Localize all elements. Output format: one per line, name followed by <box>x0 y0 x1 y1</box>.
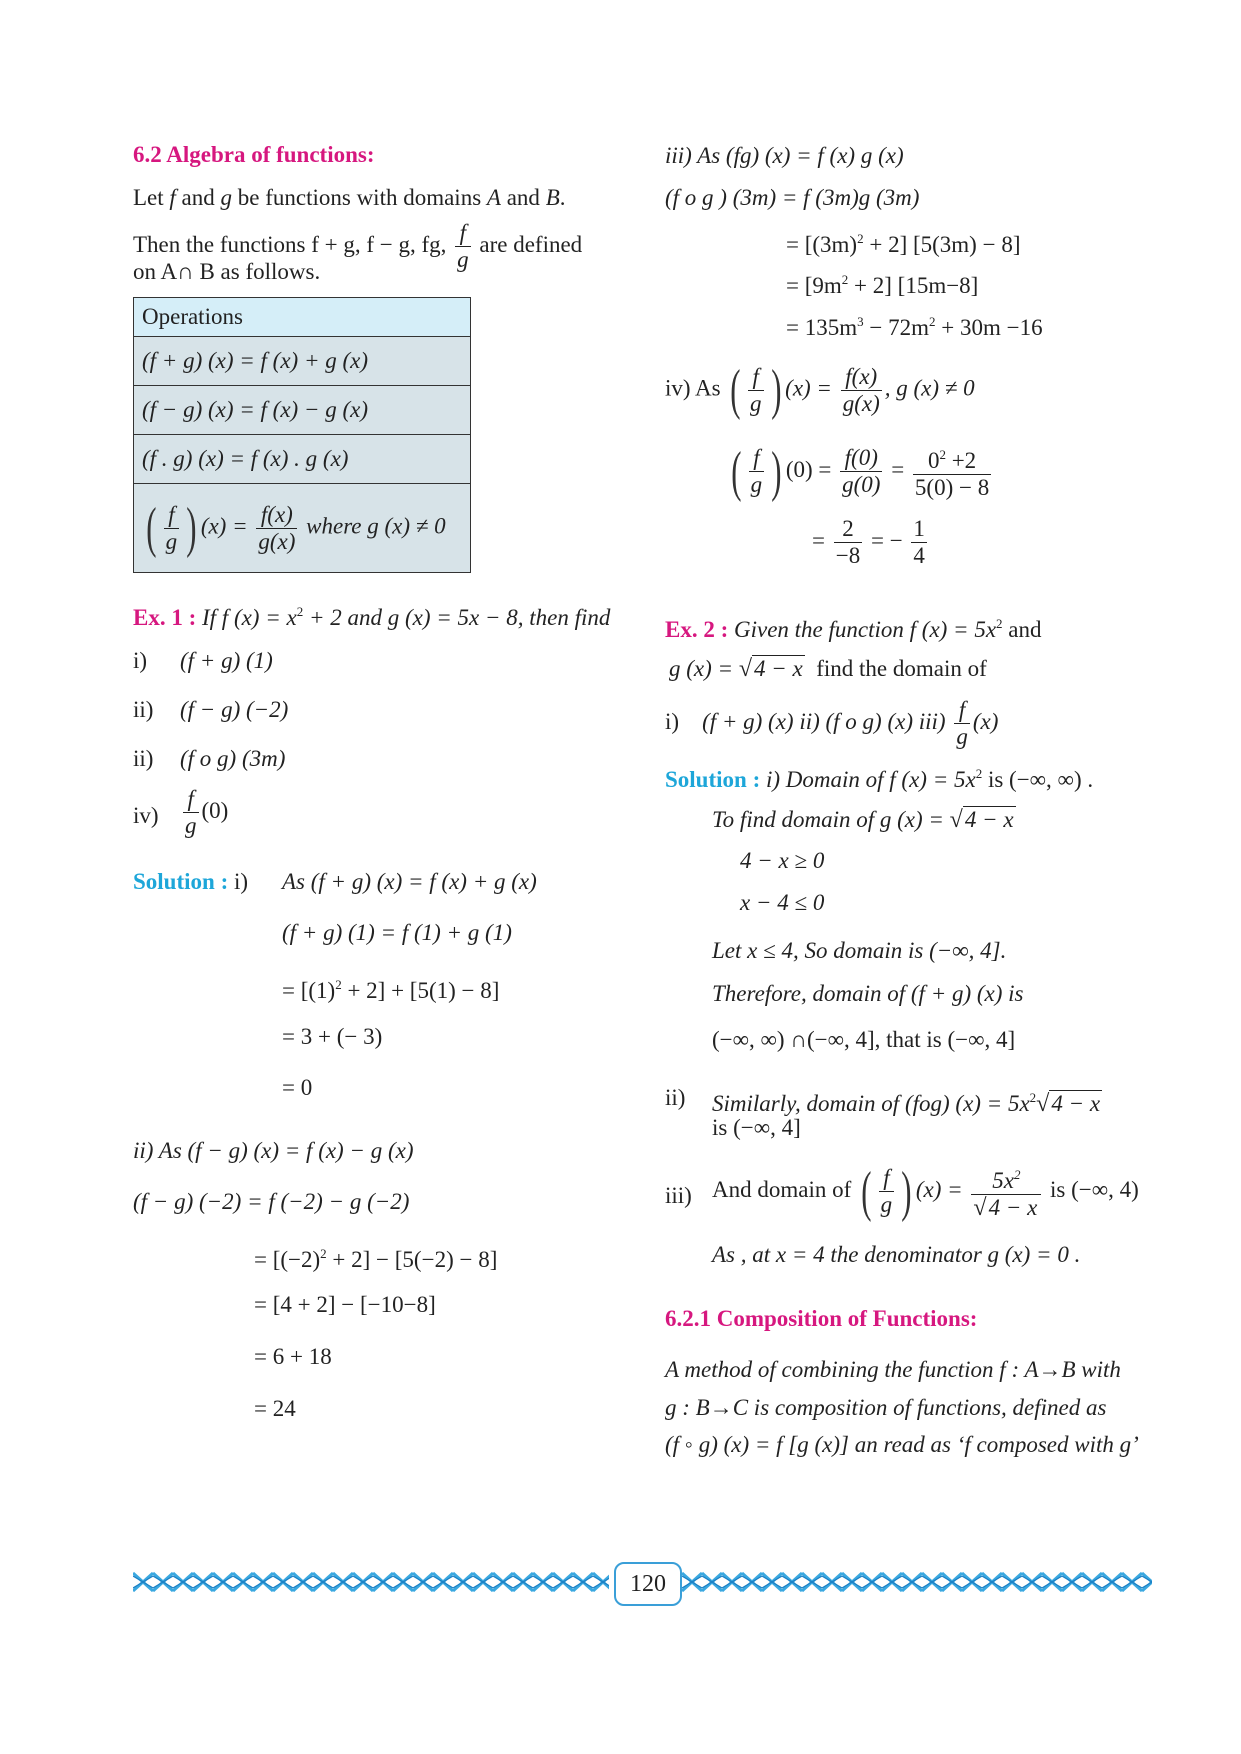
solution-label: Solution : <box>665 767 761 792</box>
example-label: Ex. 2 : <box>665 617 729 642</box>
num-base: 5x <box>992 1168 1014 1193</box>
numerator: f <box>164 502 180 529</box>
solution-step: = 6 + 18 <box>254 1344 332 1369</box>
numerator <box>971 1162 1041 1195</box>
numerator: f <box>748 364 764 391</box>
solution-step: Let x ≤ 4, So domain is (−∞, 4]. <box>712 938 1007 963</box>
step-text: = [(1) <box>282 978 336 1003</box>
superscript: 2 <box>841 272 849 287</box>
superscript: 3 <box>857 314 864 329</box>
fraction-1-over-4 <box>911 516 927 569</box>
intro-line-3: on A∩ B as follows. <box>133 259 321 284</box>
composition-line: A method of combining the function f : A→B with <box>665 1357 1121 1382</box>
ex1-item-number: i) <box>133 648 148 673</box>
fraction-f-over-g <box>879 1165 895 1218</box>
fraction-f-over-g <box>183 786 199 839</box>
fraction-f-over-g <box>455 220 471 273</box>
equals: = <box>812 527 825 553</box>
solution-step: Therefore, domain of (f + g) (x) is <box>712 981 1024 1006</box>
fraction-evaluated <box>913 442 991 501</box>
page-number: 120 <box>614 1562 682 1606</box>
superscript: 2 <box>975 766 983 781</box>
numerator: 2 <box>834 516 862 543</box>
solution-step <box>712 802 1016 838</box>
denominator: g <box>457 247 469 272</box>
equals: = <box>891 456 905 482</box>
numerator: 1 <box>913 516 925 541</box>
var-A: A <box>486 185 501 210</box>
fraction-f-over-g <box>164 502 180 555</box>
ex1-item-expr: (f + g) (1) <box>180 648 273 673</box>
right-paren: ) <box>770 359 781 421</box>
table-row: (f + g) (x) = f (x) + g (x) <box>134 337 471 386</box>
ex1-item-expr: (f ο g) (3m) <box>180 746 286 771</box>
denominator: 5(0) − 8 <box>914 475 990 500</box>
solution-step: is (−∞, 4] <box>712 1115 801 1140</box>
intro-text: are defined <box>479 231 583 257</box>
example-text: g (x) = <box>669 656 739 681</box>
step-text: To find domain of g (x) = <box>712 807 950 832</box>
step-text: + 2] − [5(−2) − 8] <box>326 1247 498 1272</box>
border-pattern-icon <box>133 1567 609 1597</box>
intro-text: Then the functions f + g, f − g, fg, <box>133 231 447 257</box>
step-text: = [(3m) <box>786 232 858 257</box>
section-heading-composition: 6.2.1 Composition of Functions: <box>665 1306 978 1331</box>
denominator <box>971 1195 1041 1221</box>
solution-step: ii) As (f − g) (x) = f (x) − g (x) <box>133 1138 414 1163</box>
solution-label: Solution : <box>133 869 229 894</box>
step-text: is (−∞, 4) <box>1050 1176 1139 1202</box>
solution-step <box>712 1162 1139 1221</box>
ex1-item-number: ii) <box>133 746 154 771</box>
table-row: (f − g) (x) = f (x) − g (x) <box>134 386 471 435</box>
equals-minus: = − <box>870 527 903 553</box>
numerator: f <box>879 1165 895 1192</box>
superscript: 2 <box>320 1246 327 1261</box>
num-tail: +2 <box>945 448 977 473</box>
solution-step: iii) As (fg) (x) = f (x) g (x) <box>665 143 904 168</box>
left-paren: ( <box>861 1160 872 1223</box>
ex1-item-number: iv) <box>133 803 159 828</box>
ex1-item-expr <box>180 786 228 839</box>
part-label: i) <box>665 708 680 734</box>
numerator: f <box>954 697 970 724</box>
sqrt-icon: √ <box>738 656 752 682</box>
solution-step: = 3 + (− 3) <box>282 1024 383 1049</box>
example-2-statement <box>665 606 1042 648</box>
solution-step: x − 4 ≤ 0 <box>740 890 825 915</box>
solution-1-line <box>133 864 248 900</box>
denominator: 4 <box>913 543 925 568</box>
left-paren: ( <box>730 359 741 421</box>
condition-text: where g (x) ≠ 0 <box>306 513 446 539</box>
step-text: = [(−2) <box>254 1247 321 1272</box>
superscript: 2 <box>296 604 304 619</box>
var-g: g <box>220 185 233 210</box>
denominator: g <box>880 1192 893 1217</box>
parts-text: (f + g) (x) ii) (f ο g) (x) iii) <box>702 708 946 734</box>
sqrt-icon: √ <box>1036 1091 1050 1117</box>
iv-result <box>812 516 930 569</box>
solution-step <box>254 1236 497 1278</box>
x-equals: (x) = <box>915 1176 963 1202</box>
example-1-statement <box>133 594 610 636</box>
superscript: 2 <box>939 447 946 462</box>
solution-step: (−∞, ∞) ∩(−∞, 4], that is (−∞, 4] <box>712 1027 1016 1052</box>
solution-step: (f − g) (−2) = f (−2) − g (−2) <box>133 1189 410 1214</box>
denominator: g <box>185 813 197 838</box>
step-text: = 135m <box>786 315 858 340</box>
decorative-border-right <box>682 1567 1152 1597</box>
example-label: Ex. 1 : <box>133 605 197 630</box>
solution-step: = 24 <box>254 1396 296 1421</box>
denominator: g <box>165 528 178 554</box>
fraction-f0-over-g0 <box>840 445 882 498</box>
fraction-f-over-g <box>749 445 765 498</box>
part-label: iv) As <box>665 375 721 401</box>
step-text: − 72m <box>863 315 929 340</box>
denominator: g(x) <box>842 390 880 416</box>
fraction-f-over-g <box>748 364 764 417</box>
operations-table <box>133 297 471 573</box>
denominator: g(0) <box>842 472 881 497</box>
example-2-parts <box>665 697 998 750</box>
solution-step: (f ο g ) (3m) = f (3m)g (3m) <box>665 185 920 210</box>
numerator: f <box>183 786 199 813</box>
var-f: f <box>169 185 176 210</box>
x-equals: (x) = <box>200 513 248 539</box>
step-text: = [9m <box>786 273 842 298</box>
table-row-quotient <box>134 484 471 573</box>
denominator: g <box>956 724 968 749</box>
numerator: f(x) <box>256 502 297 529</box>
composition-line: (f ◦ g) (x) = f [g (x)] an read as ‘f composed with g’ <box>665 1432 1139 1457</box>
numerator: f(0) <box>840 445 882 472</box>
solution-step: (f + g) (1) = f (1) + g (1) <box>282 920 512 945</box>
radicand: 4 − x <box>753 656 803 681</box>
fraction-2-over-neg8 <box>834 516 862 569</box>
intro-text: . <box>559 185 566 210</box>
sqrt-icon: √ <box>973 1195 987 1221</box>
intro-line-1 <box>133 180 566 216</box>
intro-text: and <box>500 185 546 210</box>
superscript: 2 <box>1029 1090 1037 1105</box>
superscript: 2 <box>335 977 342 992</box>
left-paren: ( <box>146 497 157 559</box>
radicand: 4 − x <box>964 807 1014 832</box>
solution-step: = [4 + 2] − [−10−8] <box>254 1292 436 1317</box>
solution-step <box>786 262 978 304</box>
radicand: 4 − x <box>988 1195 1038 1220</box>
numerator <box>913 442 991 475</box>
superscript: 2 <box>857 231 864 246</box>
fraction-fx-over-gx <box>841 364 882 417</box>
step-text: i) Domain of f (x) = 5x <box>765 767 976 792</box>
part-number: iii) <box>665 1183 692 1208</box>
step-text: is (−∞, ∞) . <box>982 767 1094 792</box>
denominator: g <box>750 390 762 416</box>
argument: (0) <box>201 797 229 823</box>
numerator: f <box>749 445 765 472</box>
solution-step: As (f + g) (x) = f (x) + g (x) <box>282 869 537 894</box>
radicand: 4 − x <box>1051 1091 1101 1116</box>
step-text: + 2] + [5(1) − 8] <box>341 978 500 1003</box>
solution-step <box>282 967 499 1009</box>
right-paren: ) <box>186 497 197 559</box>
x-equals: (x) = <box>785 375 832 401</box>
intro-text: be functions with domains <box>232 185 487 210</box>
superscript: 2 <box>996 616 1003 631</box>
right-paren: ) <box>771 440 782 503</box>
argument: (x) <box>972 708 999 734</box>
right-paren: ) <box>901 1160 912 1223</box>
step-text: And domain of <box>712 1176 852 1202</box>
ex1-item-expr: (f − g) (−2) <box>180 697 289 722</box>
numerator: f(x) <box>841 364 882 391</box>
solution-2-line <box>665 756 1093 798</box>
step-text: + 2] [5(3m) − 8] <box>863 232 1021 257</box>
var-B: B <box>545 185 560 210</box>
denominator: g <box>750 472 763 497</box>
solution-step: = 0 <box>282 1075 313 1100</box>
example-text: If f (x) = x <box>202 605 297 630</box>
composition-line: g : B→C is composition of functions, defined as <box>665 1395 1107 1420</box>
sqrt-icon: √ <box>949 807 963 833</box>
example-text: and <box>1002 617 1042 642</box>
part-number: ii) <box>665 1085 686 1110</box>
num-base: 0 <box>927 448 940 473</box>
left-paren: ( <box>731 440 742 503</box>
table-header: Operations <box>134 298 471 337</box>
condition-text: , g (x) ≠ 0 <box>884 375 975 401</box>
example-text: + 2 and g (x) = 5x − 8, then find <box>303 605 611 630</box>
border-pattern-icon <box>682 1567 1152 1597</box>
example-2-line-2 <box>669 651 987 687</box>
iv-evaluation <box>727 442 994 501</box>
solution-step: As , at x = 4 the denominator g (x) = 0 . <box>712 1242 1081 1267</box>
intro-text: Let <box>133 185 170 210</box>
ex1-item-number: ii) <box>133 697 154 722</box>
fraction-f-over-g <box>954 697 970 750</box>
solution-step <box>786 221 1020 263</box>
denominator: g(x) <box>258 528 296 554</box>
example-text: find the domain of <box>816 656 987 681</box>
example-text: Given the function f (x) = 5x <box>734 617 997 642</box>
intro-text: and <box>175 185 221 210</box>
superscript: 2 <box>929 314 936 329</box>
superscript: 2 <box>1013 1167 1021 1182</box>
numerator: f <box>455 220 471 247</box>
step-text: Similarly, domain of (fοg) (x) = 5x <box>712 1091 1030 1116</box>
step-text: + 30m −16 <box>935 315 1043 340</box>
section-heading-algebra: 6.2 Algebra of functions: <box>133 142 375 167</box>
part-label: i) <box>233 869 249 894</box>
iv-quotient-definition <box>665 359 975 421</box>
decorative-border-left <box>133 1567 609 1597</box>
denominator: −8 <box>835 543 861 568</box>
zero-equals: (0) = <box>785 456 832 482</box>
fraction-fx-over-gx <box>256 502 297 555</box>
fraction-domain <box>971 1162 1041 1221</box>
solution-step <box>786 304 1043 346</box>
solution-step: 4 − x ≥ 0 <box>740 848 825 873</box>
table-row: (f . g) (x) = f (x) . g (x) <box>134 435 471 484</box>
step-text: + 2] [15m−8] <box>848 273 979 298</box>
